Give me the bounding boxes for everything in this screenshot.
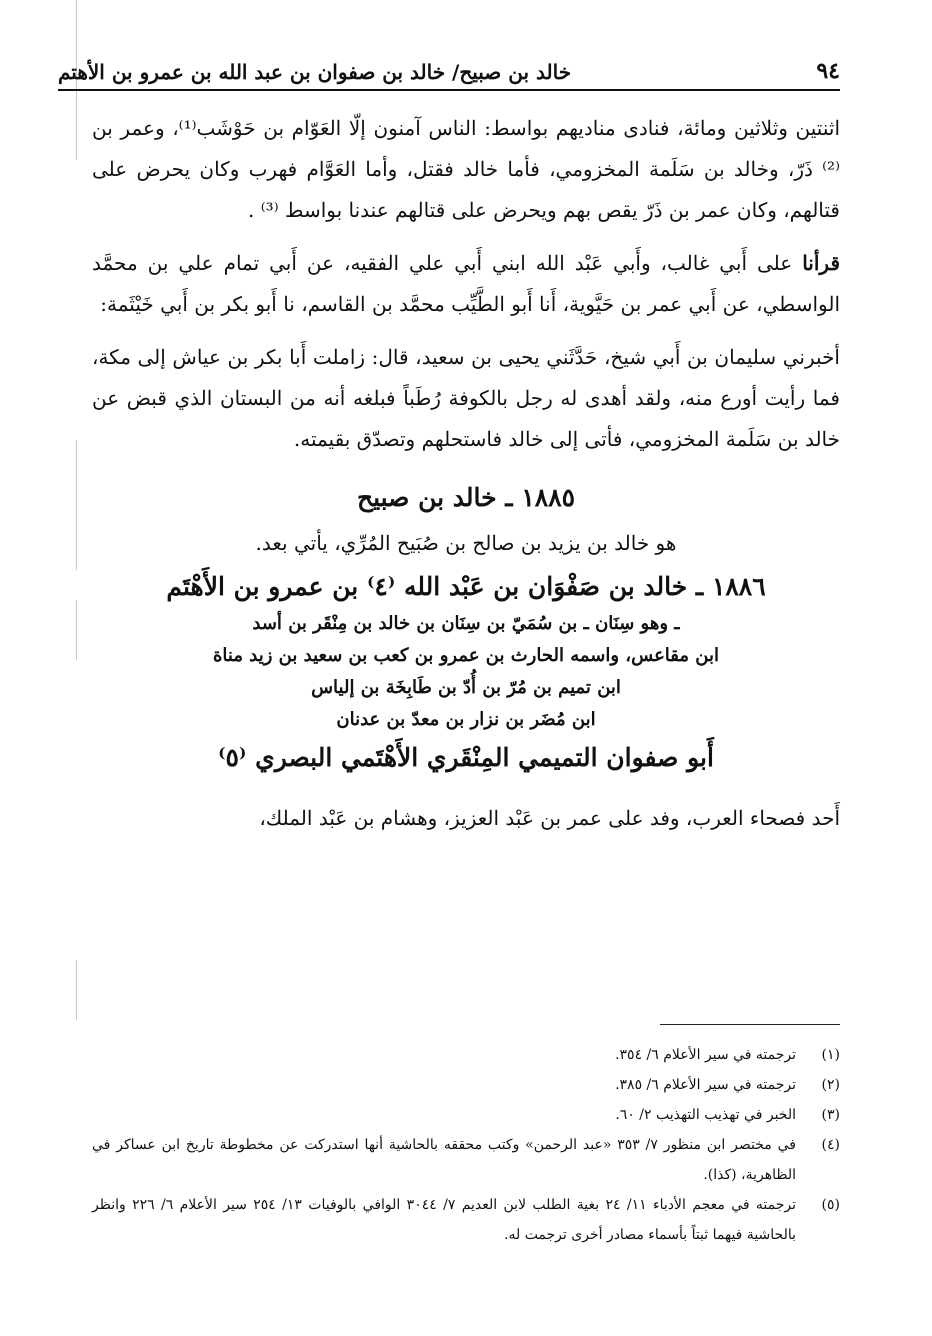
entry-1885-heading: ١٨٨٥ ـ خالد بن صبيح <box>356 483 576 512</box>
footnote-number: (٤) <box>821 1137 840 1153</box>
footnotes <box>92 1040 840 1250</box>
scan-margin-line <box>76 600 77 660</box>
footnote-text: الخبر في تهذيب التهذيب ٢/ ٦٠. <box>615 1107 796 1123</box>
footnote-text: ترجمته في سير الأعلام ٦/ ٣٨٥. <box>615 1077 796 1093</box>
entry-1885-text: هو خالد بن يزيد بن صالح بن صُبَيح المُرِّي، يأتي بعد. <box>255 531 677 555</box>
footnote-number: (٥) <box>821 1197 840 1213</box>
entry-1886-title: ١٨٨٦ ـ خالد بن صَفْوَان بن عَبْد الله ⁽٤⁾ بن عمرو بن الأَهْتَم <box>166 572 766 601</box>
footnote <box>92 1130 840 1190</box>
scan-margin-line <box>76 960 77 1020</box>
footnote-text: ترجمته في معجم الأدباء ١١/ ٢٤ بغية الطلب لابن العديم ٧/ ٣٠٤٤ الوافي بالوفيات ١٣/ ٢٥٤ سير الأعلام ٦/ ٢٢٦ وانظر بالحاشية فيهما ثبتاً بأسماء مصادر أخرى ترجمت له. <box>92 1197 797 1243</box>
lineage-line: ابن مقاعس، واسمه الحارث بن عمرو بن كعب بن سعيد بن زيد مناة <box>212 645 720 666</box>
footnote <box>92 1190 840 1250</box>
footnote <box>92 1100 840 1130</box>
entry-1886-kunya: أَبو صفوان التميمي المِنْقَري الأَهْتَمي البصري ⁽٥⁾ <box>218 743 714 772</box>
paragraph-1: اثنتين وثلاثين ومائة، فنادى مناديهم بواسط: الناس آمنون إلّا العَوّام بن حَوْشَب⁽¹⁾، وعمر بن ⁽²⁾ ذَرّ، وخالد بن سَلَمة المخزومي، فأما خالد فقتل، وأما العَوَّام فهرب وكان يحرض على قتالهم، وكان عمر بن ذَرّ يقص بهم ويحرض على قتالهم عندنا بواسط ⁽³⁾ . <box>92 116 840 222</box>
paragraph-2-lead: قرأنا <box>802 251 840 275</box>
scan-margin-line <box>76 440 77 570</box>
footnote-text: ترجمته في سير الأعلام ٦/ ٣٥٤. <box>615 1047 796 1063</box>
main-text <box>92 108 840 838</box>
paragraph-2 <box>92 243 840 325</box>
paragraph-3: أخبرني سليمان بن أَبي شيخ، حَدَّثَني يحيى بن سعيد، قال: زاملت أَبا بكر بن عياش إلى مكة، فما رأيت أورع منه، ولقد أهدى له رجل بالكوفة رُطَباً فبلغه أنه من البستان الذي قبض عن خالد بن سَلَمة المخزومي، فأتى إلى خالد فاستحلهم وتصدّق بقيمته. <box>92 345 840 451</box>
paragraph-last: أَحد فصحاء العرب، وفد على عمر بن عَبْد العزيز، وهشام بن عَبْد الملك، <box>259 806 840 830</box>
paragraph-2-text: على أَبي غالب، وأَبي عَبْد الله ابني أَبي علي الفقيه، عن أَبي تمام علي بن محمَّد الواسطي، عن أَبي عمر بن حَيَّوية، أَنا أَبو الطَّيِّب محمَّد بن القاسم، نا أَبو بكر بن أَبي خَيْثَمة: <box>92 251 840 316</box>
footnote <box>92 1040 840 1070</box>
footnote-number: (١) <box>821 1047 840 1063</box>
footnote-text: في مختصر ابن منظور ٧/ ٣٥٣ «عبد الرحمن» وكتب محققه بالحاشية أنها استدركت عن مخطوطة تاريخ ابن عساكر في الظاهرية، (كذا). <box>92 1137 796 1183</box>
page-number: ٩٤ <box>816 58 840 84</box>
lineage-line: ابن مُضَر بن نزار بن معدّ بن عدنان <box>336 709 596 730</box>
lineage-line: ابن تميم بن مُرّ بن أُدّ بن طَابِخَة بن إلياس <box>311 677 621 698</box>
footnote-rule <box>660 1024 840 1025</box>
running-header <box>58 44 840 84</box>
footnote-number: (٢) <box>821 1077 840 1093</box>
running-title: خالد بن صبيح/ خالد بن صفوان بن عبد الله بن عمرو بن الأهتم <box>58 60 572 84</box>
footnote-number: (٣) <box>821 1107 840 1123</box>
lineage-line: ـ وهو سِنَان ـ بن سُمَيّ بن سِنَان بن خالد بن مِنْقَر بن أسد <box>252 613 680 634</box>
footnote <box>92 1070 840 1100</box>
header-rule <box>58 89 840 91</box>
